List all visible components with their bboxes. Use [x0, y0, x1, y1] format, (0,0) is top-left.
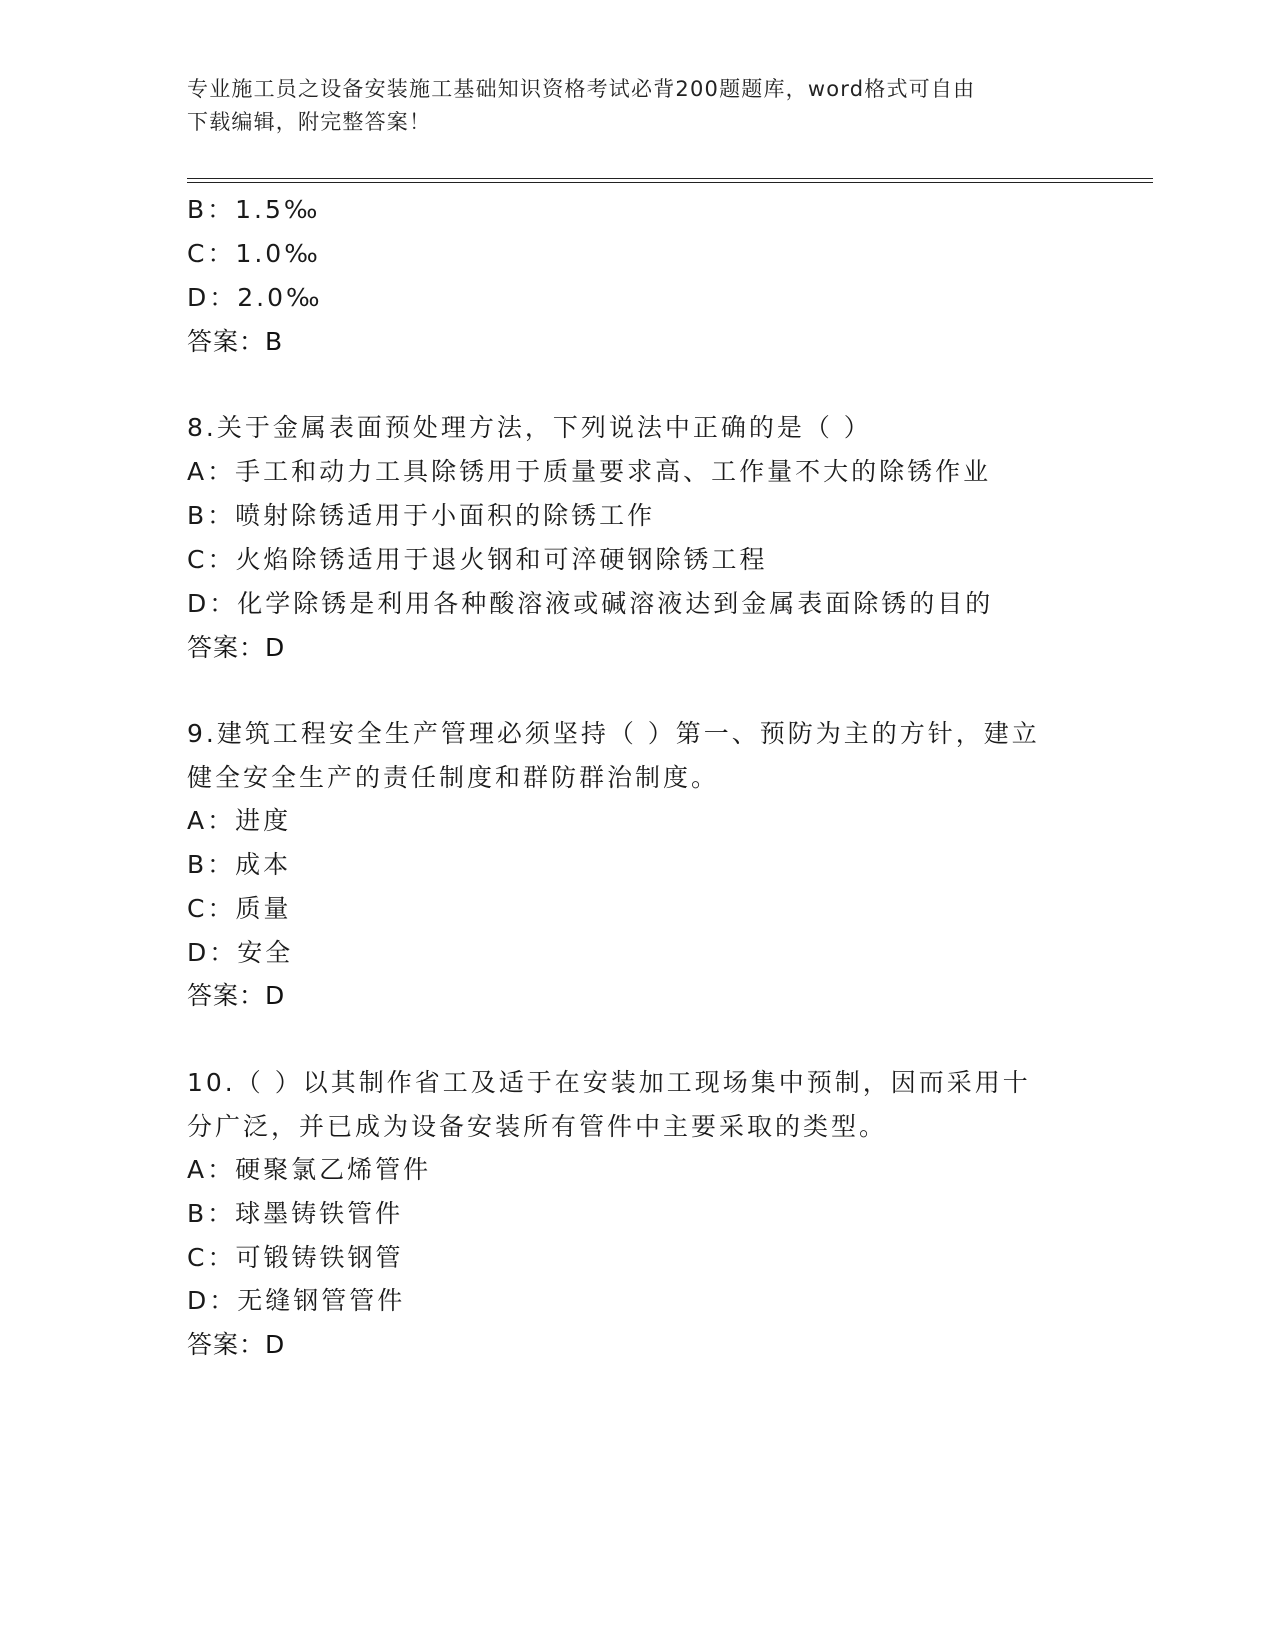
header-divider-top	[187, 178, 1153, 179]
q8-stem: 8.关于金属表面预处理方法，下列说法中正确的是（ ）	[187, 413, 872, 442]
q8-answer: 答案：D	[187, 633, 286, 662]
q10-option-d: D：无缝钢管管件	[187, 1286, 406, 1315]
q10-stem-line-1: 10.（ ）以其制作省工及适于在安装加工现场集中预制，因而采用十	[187, 1068, 1031, 1097]
q9-option-c: C：质量	[187, 894, 292, 923]
q7-option-b: B：1.5‰	[187, 195, 321, 224]
q9-option-a: A：进度	[187, 806, 292, 835]
q7-option-c: C：1.0‰	[187, 239, 321, 268]
q8-option-b: B：喷射除锈适用于小面积的除锈工作	[187, 501, 656, 530]
q9-option-d: D：安全	[187, 938, 294, 967]
q8-option-c: C：火焰除锈适用于退火钢和可淬硬钢除锈工程	[187, 545, 768, 574]
document-header	[187, 73, 1067, 139]
q10-option-c: C：可锻铸铁钢管	[187, 1243, 404, 1272]
header-line-2: 下载编辑，附完整答案！	[187, 110, 432, 134]
q9-option-b: B：成本	[187, 850, 292, 879]
q9-stem-line-2: 健全安全生产的责任制度和群防群治制度。	[187, 763, 720, 792]
q7-answer: 答案：B	[187, 327, 284, 356]
q8-option-a: A：手工和动力工具除锈用于质量要求高、工作量不大的除锈作业	[187, 457, 992, 486]
q8-option-d: D：化学除锈是利用各种酸溶液或碱溶液达到金属表面除锈的目的	[187, 589, 994, 618]
q10-option-b: B：球墨铸铁管件	[187, 1199, 404, 1228]
q10-answer: 答案：D	[187, 1330, 286, 1359]
q10-stem-line-2: 分广泛，并已成为设备安装所有管件中主要采取的类型。	[187, 1112, 888, 1141]
q9-answer: 答案：D	[187, 981, 286, 1010]
q7-option-d: D：2.0‰	[187, 283, 323, 312]
header-divider-bottom	[187, 182, 1153, 183]
q10-option-a: A：硬聚氯乙烯管件	[187, 1155, 432, 1184]
q9-stem-line-1: 9.建筑工程安全生产管理必须坚持（ ）第一、预防为主的方针，建立	[187, 719, 1040, 748]
header-line-1: 专业施工员之设备安装施工基础知识资格考试必背200题题库，word格式可自由	[187, 77, 976, 101]
